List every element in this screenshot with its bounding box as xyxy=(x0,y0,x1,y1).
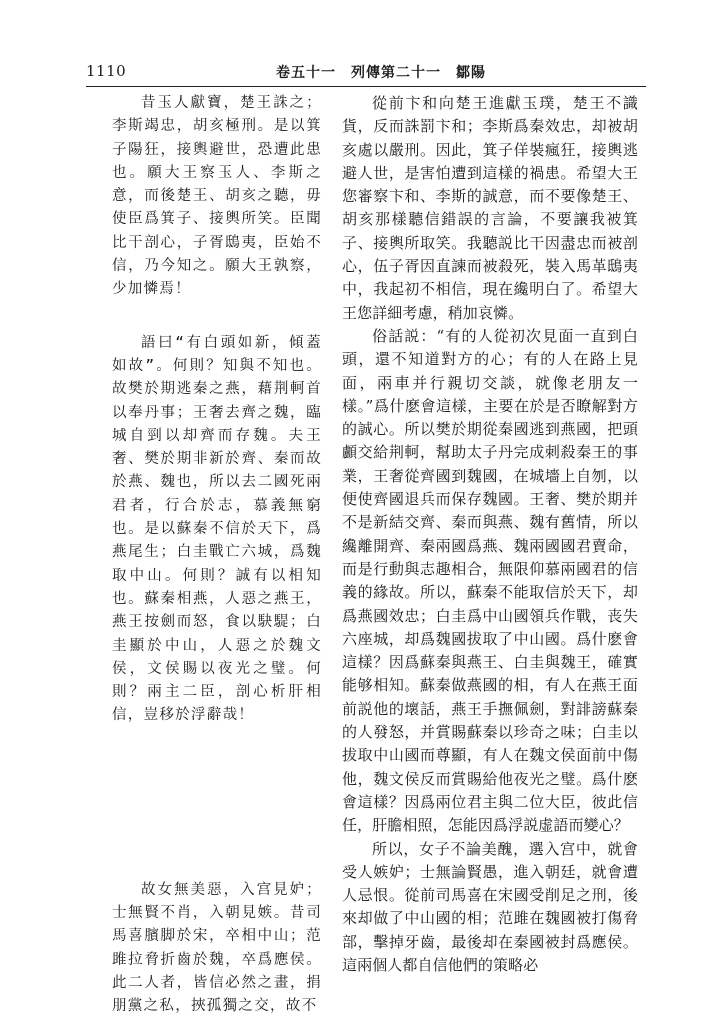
paragraph-gap xyxy=(112,728,322,879)
classical-paragraph-3: 故女無美惡，入宫見妒；士無賢不肖，入朝見嫉。昔司馬喜臏脚於宋，卒相中山；范雎拉脅折齒於魏，卒爲應侯。此二人者，皆信必然之畫，捐朋黨之私，挾孤獨之交，故不 xyxy=(112,881,322,1015)
classical-paragraph-1: 昔玉人獻寶，楚王誅之；李斯竭忠，胡亥極刑。是以箕子陽狂，接輿避世，恐遭此患也。願大王察玉人、李斯之意，而後楚王、胡亥之聽，毋使臣爲箕子、接輿所笑。臣聞比干剖心，子胥鴟夷，臣始不信，乃今知之。願大王孰察，少加憐焉！ xyxy=(112,95,322,298)
page-number: 1110 xyxy=(86,62,127,80)
header-rule xyxy=(86,86,646,87)
paragraph-gap xyxy=(112,302,322,332)
running-header xyxy=(86,60,646,84)
translation-column xyxy=(342,92,638,977)
classical-paragraph-2: 語曰“有白頭如新，傾蓋如故”。何則？知與不知也。故樊於期逃秦之燕，藉荆軻首以奉丹事；王奢去齊之魏，臨城自剄以却齊而存魏。夫王奢、樊於期非新於齊、秦而故於燕、魏也，所以去二國死兩君者，行合於志，慕義無窮也。是以蘇秦不信於天下，爲燕尾生；白圭戰亡六城，爲魏取中山。何則？誠有以相知也。蘇秦相燕，人惡之燕王，燕王按劍而怒，食以駃騠；白圭顯於中山，人惡之於魏文侯，文侯賜以夜光之璧。何則？兩主二臣，剖心析肝相信，豈移於浮辭哉！ xyxy=(112,334,322,724)
translation-paragraph-3: 所以，女子不論美醜，選入宫中，就會受人嫉妒；士無論賢愚，進入朝廷，就會遭人忌恨。從前司馬喜在宋國受削足之刑，後來却做了中山國的相；范雎在魏國被打傷脅部，擊掉牙齒，最後却在秦國被封爲應侯。這兩個人都自信他們的策略必 xyxy=(342,839,638,974)
running-head-title: 卷五十一 列傳第二十一 鄒陽 xyxy=(276,65,486,81)
translation-paragraph-1: 從前卞和向楚王進獻玉璞，楚王不識貨，反而誅罰卞和；李斯爲秦效忠，却被胡亥處以嚴刑。因此，箕子佯裝瘋狂，接輿逃避人世，是害怕遭到這樣的禍患。希望大王您審察卞和、李斯的誠意，而不要像楚王、胡亥那樣聽信錯誤的言論，不要讓我被箕子、接輿所取笑。我聽説比干因盡忠而被剖心，伍子胥因直諫而被殺死，裝入馬革鴟夷中，我起初不相信，現在纔明白了。希望大王您詳細考慮，稍加哀憐。 xyxy=(342,94,638,322)
translation-paragraph-2: 俗話説：“有的人從初次見面一直到白頭，還不知道對方的心；有的人在路上見面，兩車并行親切交談，就像老朋友一樣。”爲什麽會這樣，主要在於是否瞭解對方的誠心。所以樊於期從秦國逃到燕國，把頭顱交給荆軻，幫助太子丹完成刺殺秦王的事業，王奢從齊國到魏國，在城墻上自刎，以便使齊國退兵而保存魏國。王奢、樊於期并不是新結交齊、秦而與燕、魏有舊情，所以纔離開齊、秦兩國爲燕、魏兩國國君賣命，而是行動與志趣相合，無限仰慕兩國君的信義的緣故。所以，蘇秦不能取信於天下，却爲燕國效忠；白圭爲中山國領兵作戰，丧失六座城，却爲魏國拔取了中山國。爲什麽會這樣？因爲蘇秦與燕王、白圭與魏王，確實能够相知。蘇秦做燕國的相，有人在燕王面前説他的壞話，燕王手撫佩劍，對誹謗蘇秦的人發怒，并賞賜蘇秦以珍奇之味；白圭以拔取中山國而尊顯，有人在魏文侯面前中傷他，魏文侯反而賞賜給他夜光之璧。爲什麽會這樣？因爲兩位君主與二位大臣，彼此信任，肝膽相照，怎能因爲浮説虚語而變心？ xyxy=(342,326,638,835)
classical-text-column xyxy=(112,92,322,1019)
